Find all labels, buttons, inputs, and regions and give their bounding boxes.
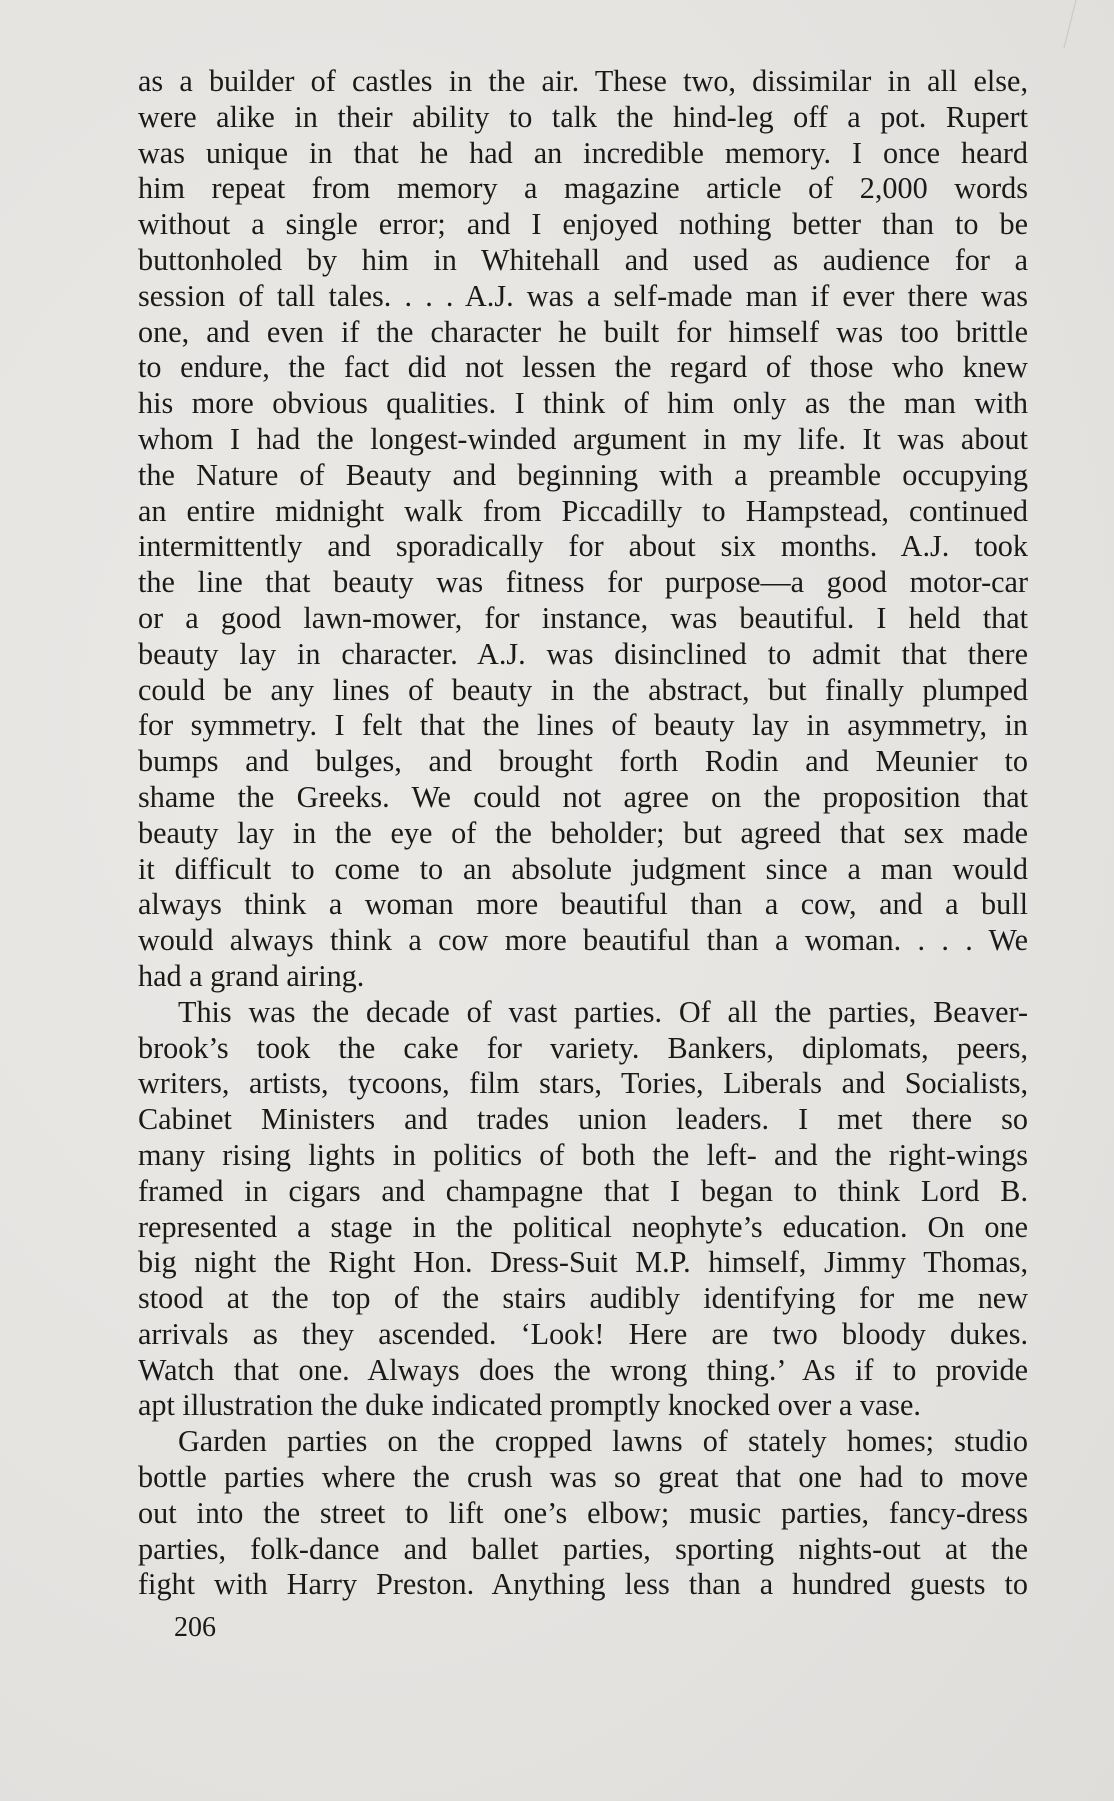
text-line: to endure, the fact did not lessen the regard of those who knew <box>138 350 1028 385</box>
text-line: writers, artists, tycoons, film stars, Tories, Liberals and Socialists, <box>138 1066 1028 1101</box>
body-text <box>138 64 1028 1603</box>
page-corner-mark <box>1014 0 1094 60</box>
text-line: many rising lights in politics of both the left- and the right-wings <box>138 1137 1028 1172</box>
text-line: buttonholed by him in Whitehall and used as audience for a <box>138 242 1028 277</box>
text-line: Cabinet Ministers and trades union leaders. I met there so <box>138 1102 1028 1137</box>
text-line: framed in cigars and champagne that I began to think Lord B. <box>138 1173 1028 1208</box>
text-line: This was the decade of vast parties. Of all the parties, Beaver- <box>178 994 1028 1029</box>
text-line: the line that beauty was fitness for purpose—a good motor-car <box>138 565 1028 600</box>
text-line: for symmetry. I felt that the lines of beauty lay in asymmetry, in <box>138 708 1028 743</box>
text-line: without a single error; and I enjoyed nothing better than to be <box>138 207 1028 242</box>
text-line: intermittently and sporadically for about six months. A.J. took <box>138 529 1028 564</box>
text-line: apt illustration the duke indicated promptly knocked over a vase. <box>138 1388 921 1423</box>
page-number: 206 <box>174 1612 216 1643</box>
text-line: whom I had the longest-winded argument in my life. It was about <box>138 421 1028 456</box>
text-line: parties, folk-dance and ballet parties, sporting nights-out at the <box>138 1531 1028 1566</box>
text-line: fight with Harry Preston. Anything less than a hundred guests to <box>138 1567 1028 1602</box>
text-line: could be any lines of beauty in the abstract, but finally plumped <box>138 672 1028 707</box>
text-line: had a grand airing. <box>138 958 365 993</box>
text-line: him repeat from memory a magazine article of 2,000 words <box>138 171 1028 206</box>
text-line: the Nature of Beauty and beginning with a preamble occupying <box>138 457 1028 492</box>
text-line: beauty lay in the eye of the beholder; but agreed that sex made <box>138 815 1028 850</box>
text-line: brook’s took the cake for variety. Bankers, diplomats, peers, <box>138 1030 1028 1065</box>
text-line: would always think a cow more beautiful than a woman. . . . We <box>138 923 1028 958</box>
text-line: represented a stage in the political neophyte’s education. On one <box>138 1209 1028 1244</box>
text-line: bottle parties where the crush was so great that one had to move <box>138 1460 1028 1495</box>
text-line: stood at the top of the stairs audibly identifying for me new <box>138 1281 1028 1316</box>
text-line: always think a woman more beautiful than a cow, and a bull <box>138 887 1028 922</box>
text-line: it difficult to come to an absolute judgment since a man would <box>138 851 1028 886</box>
text-line: one, and even if the character he built for himself was too brittle <box>138 314 1028 349</box>
text-line: arrivals as they ascended. ‘Look! Here are two bloody dukes. <box>138 1316 1028 1351</box>
text-line: Garden parties on the cropped lawns of stately homes; studio <box>178 1424 1028 1459</box>
text-line: bumps and bulges, and brought forth Rodin and Meunier to <box>138 744 1028 779</box>
text-line: beauty lay in character. A.J. was disinclined to admit that there <box>138 636 1028 671</box>
text-line: his more obvious qualities. I think of him only as the man with <box>138 386 1028 421</box>
text-line: big night the Right Hon. Dress-Suit M.P. himself, Jimmy Thomas, <box>138 1245 1028 1280</box>
text-line: was unique in that he had an incredible memory. I once heard <box>138 135 1028 170</box>
text-line: Watch that one. Always does the wrong thing.’ As if to provide <box>138 1352 1028 1387</box>
text-line: or a good lawn-mower, for instance, was beautiful. I held that <box>138 600 1028 635</box>
text-line: out into the street to lift one’s elbow; music parties, fancy-dress <box>138 1495 1028 1530</box>
text-line: as a builder of castles in the air. These two, dissimilar in all else, <box>138 64 1028 98</box>
text-line: shame the Greeks. We could not agree on the proposition that <box>138 779 1028 814</box>
text-line: were alike in their ability to talk the hind-leg off a pot. Rupert <box>138 99 1028 134</box>
text-line: session of tall tales. . . . A.J. was a self-made man if ever there was <box>138 278 1028 313</box>
text-line: an entire midnight walk from Piccadilly to Hampstead, continued <box>138 493 1028 528</box>
